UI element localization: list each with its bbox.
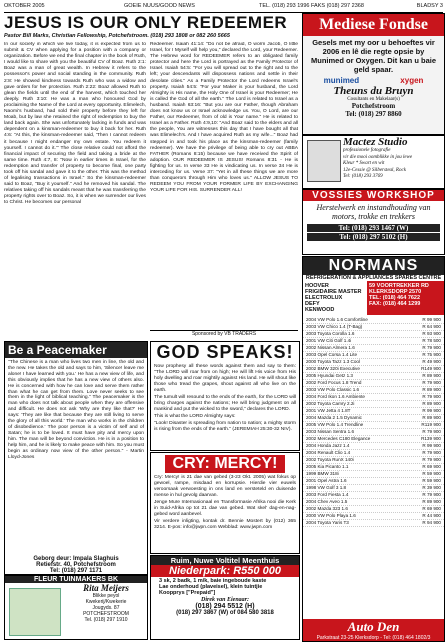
normans-title: NORMANS (303, 257, 444, 275)
brand-defy: DEFY (305, 301, 320, 307)
car-price: R 44 900 (422, 513, 441, 518)
peacemaker-title: Be a Peacemaker (5, 342, 147, 358)
car-price: R149 900 (421, 366, 441, 371)
car-row (303, 506, 444, 513)
munimed-logo: munimed (323, 76, 360, 85)
car-model: 2002 Nissan Almera 1.6 (306, 345, 355, 350)
fleur-line-3: Jougyds. 87 (92, 605, 120, 611)
car-row (303, 429, 444, 436)
mactez-line-2: vir die mooi oomblikke in jou lewe (343, 154, 413, 160)
car-price: R 59 900 (422, 471, 441, 476)
car-row (303, 317, 444, 324)
car-row (303, 499, 444, 506)
god-speaks-p2: The tumult will resound to the ends of the earth, for the LORD will bring charges against the nations; He will bring judgment on all mankind and put the wicked to the sword," declares the LORD. (154, 395, 296, 412)
header-publication: GOEIE NUUS/GOOD NEWS (124, 3, 195, 9)
article-column-1: In our society in which we live today, it is expected from us to submit & CV when applying for a position with a company or organization. Before we end the final chapter in the book of Ruth, I would like to share with you the beautiful CV of Boaz. Ruth 2:1: Boaz was a man of great wealth. In Hebrew it refers to the possessor's power and social standing in the community. Ruth 2:8: He showed kindness towards Ruth who was a widow and gave orders for her protection. Ruth 2:22: Boaz allowed Ruth to glean the fields until the end of the harvest, which touched her deeply. Ruth 3:10: He was a man who honoured God by proclaiming the Name of the Lord at every opportunity. Elimelech, Naomi's husband, had sold their property before they left for Moab, but by law she retained the right of redemption to buy the land back again. She was unfortunately lacking in funds and was dependent on a kinsman-redeemer to buy it back for her. Ruth 4:6: "At this, the kinsman-redeemer said, 'Then I cannot redeem it because I might endanger my own estate. You redeem it yourself. I cannot do it.'" The close relative could not afford the financial impact of securing the field and taking a bride at the same time. Ruth 4:7, 8: "Now in earlier times in Israel, for the redemption and transfer of property to become final, one party took off his sandal and gave it to the other. This was the method of legalising transactions in Israel." So the kinsman-redeemer said to Boaz, "Buy it yourself." And he removed his sandal. The relatives taking off his sandals meant that he was transferring the property rights over to Boaz. So, it is when we surrender our lives to Christ. He becomes our personal (4, 42, 146, 206)
car-row (303, 408, 444, 415)
vossies-tel-work: Tel: (018) 293 1467 (W) (307, 224, 440, 232)
car-price: R139 900 (421, 436, 441, 441)
normans-sub: REFRIGERATION & APPLIANCES SPARES CENTRE (305, 275, 442, 281)
car-model: 2004 Chev Aveo 1.5 (306, 499, 348, 504)
god-speaks-box (150, 341, 300, 451)
car-model: 2000 Toyota Tazz 1.3 Cool (306, 359, 360, 364)
car-price: R 99 900 (422, 443, 441, 448)
page-header (4, 2, 443, 13)
mediese-sub: Cosultants en Makelaar(s) (347, 97, 400, 102)
header-date: OKTOBER 2005 (4, 3, 45, 9)
car-model: 2003 VW Polo Classic 1.6 (306, 387, 360, 392)
article-title: JESUS IS OUR ONLY REDEEMER (4, 13, 288, 32)
car-row (303, 366, 444, 373)
peacemaker-addr: Retiefstr. 40, Potchefstroom (36, 562, 116, 568)
car-model: 2005 VW Polo 1.4 Trendline (306, 422, 364, 427)
mediese-tel: Tel: (018) 297 8860 (345, 110, 402, 118)
mediese-company: Theuns du Bruyn (333, 85, 414, 97)
car-row (303, 513, 444, 520)
god-speaks-p1: Now prophesy all these words against them and say to them: "The LORD will roar from on high; He will lift His voice from His holy dwelling and roar mightily against His land. He will shout like those who tread the grapes, shout against all who live on the earth. (154, 364, 296, 393)
car-price: R 89 900 (422, 387, 441, 392)
peacemaker-text: "The Chinese is a man who lives two men in line, the old and the new. He takes the old and says to him, 'Silence! leave me alone! I have learned with you.' He has a new view of life, and this obviously implies that he has a new view of others also. He is concerned with how he can love and serve them rather than what he can get from them. Love never seeks to see them in the light of biblical teaching." The peacemaker is the man who does not talk about people when they are offensive and difficult. He does not ask 'Why are they like that?' He says: 'They are like that because they are still living to serve the glory of all this world.' The man who works in the children of disobedience.' The poor person is a victim of self and of Satan; he is to be loved. It must have pity and mercy upon him. The man will be beyond conviction. He is in a position to help him, and he is likely to make peace with him. So you must begin as ordinary now view of the other person." - Martin Lloyd-Jones (8, 360, 144, 460)
brand-frigidaire: FRIGIDAIRE MASTER (305, 289, 362, 295)
car-row (303, 338, 444, 345)
fleur-tuinmakers-ad (4, 575, 148, 640)
car-row (303, 457, 444, 464)
article-sponsor: Sponsored by VB TRADERS (150, 330, 298, 340)
vossies-tel-home: Tel: (018) 297 5102 (H) (307, 233, 440, 241)
ruim-tel2: (018) 297 3867 (W) of 084 580 3818 (176, 610, 274, 616)
car-model: 2004 Ford Ikon 1.6 Ambiente (306, 394, 365, 399)
car-price: R 39 900 (422, 485, 441, 490)
car-model: 2005 Kia Picanto 1.1 (306, 464, 349, 469)
header-page: BLADSY 3 (416, 3, 443, 9)
car-price: R 89 900 (422, 415, 441, 420)
ruim-tel: (018) 294 5512 (H) (195, 603, 255, 610)
car-model: 2003 Ford Fiesta 1.4 (306, 492, 349, 497)
flower-icon (9, 588, 61, 636)
car-model: 2002 BMW 320i Executive (306, 366, 360, 371)
cry-mercy-p1: Cry: Mercy! is 21 dae van gebed (3-23 Okt. 2005) wat fokus op gewoel, rampe, misdaad en korrupsie. Hierdie vier euwels veroorsaak verwoesting in ons land en versteteld en duisende mense in hul gevolg daarvan. (154, 475, 296, 498)
normans-ad (302, 256, 445, 642)
car-row (303, 520, 444, 527)
car-row (303, 485, 444, 492)
vossies-title: VOSSIES WORKSHOP (303, 190, 444, 201)
car-model: 2003 Nissan Sentra 1.6 (306, 429, 355, 434)
brand-kenwood: KENWOOD (305, 307, 335, 313)
mactez-line-1: professionele fotografie (343, 148, 391, 153)
mactez-line-4: 12e-Cessie @ Silbersteal, Rock (343, 167, 406, 173)
car-price: R 79 900 (422, 394, 441, 399)
car-row (303, 492, 444, 499)
car-row (303, 394, 444, 401)
god-speaks-p3: This is what the LORD Almighty says: (154, 414, 236, 419)
autoden-name: Auto Den (347, 619, 400, 634)
ruim-title: Ruim, Nuwe Voltitel Meenthuis (151, 556, 299, 565)
car-model: 2005 Hyundai Getz 1.3 (306, 373, 353, 378)
ruim-feature-2: Lae onderhoud (plaveisel), klein tuintjie (159, 584, 263, 590)
article-byline: Pastor Bill Marks, Christian Fellowship, Potchefstroom. (018) 293 1808 or 082 260 5665 (4, 33, 230, 39)
mactez-line-3: Kleur * Swart en wit (343, 161, 385, 166)
car-row (303, 471, 444, 478)
peacemaker-box (4, 341, 148, 575)
car-row (303, 415, 444, 422)
ruim-meenthuis-ad (150, 555, 300, 640)
car-model: 2002 Mercedes C180 Elegance (306, 436, 371, 441)
mediese-city: Potchefstroom (351, 102, 396, 110)
car-row (303, 331, 444, 338)
ruim-feature-3: Koopprys ["Prepaid"] (159, 590, 216, 596)
car-model: 2003 Toyota Corolla 1.6 (306, 331, 355, 336)
car-row (303, 352, 444, 359)
car-model: 2001 Opel Astra 1.6 (306, 478, 347, 483)
peacemaker-tel: Tel: (018) 297 1171 (49, 568, 103, 574)
car-model: 2004 Honda Jazz 1.4 (306, 443, 350, 448)
car-price: R 89 900 (422, 373, 441, 378)
car-price: R119 900 (421, 422, 441, 427)
fleur-title: FLEUR TUINMAKERS BK (5, 576, 147, 583)
cry-mercy-p2: Jenge Mure Internasionaal en Transformasie Afrika nooi die Kerk in Suid-Afrika op tot 21 dae van gebed. Wat skel' dag-en-nag-gebed word aanbevel. (154, 500, 296, 517)
car-price: R 49 900 (422, 359, 441, 364)
normans-tel: TEL: (018) 464 7622 (369, 295, 421, 301)
fleur-line-1: Blikke peyol (92, 593, 120, 599)
car-price: R 69 900 (422, 464, 441, 469)
brand-electrolux: ELECTROLUX (305, 295, 343, 301)
ruim-price: Niederpark: R550 000 (151, 565, 299, 577)
fleur-name: Rita Meijers (83, 583, 129, 593)
car-model: 1998 VW Golf 3 1.8 (306, 485, 347, 490)
car-price: R 79 900 (422, 450, 441, 455)
mediese-fondse-ad (302, 13, 445, 135)
normans-fax: FAX: (018) 464 1299 (369, 301, 421, 307)
car-row (303, 387, 444, 394)
car-price: R 59 900 (422, 478, 441, 483)
car-model: 2001 VW Jetta 4 1.8T (306, 408, 351, 413)
god-speaks-p4: "Look! Disaster is spreading from nation to nation; a mighty storm is rising from the ends of the earth." (JEREMIAH 25:30-32 NIV). (154, 421, 296, 432)
car-row (303, 401, 444, 408)
car-price: R 79 900 (422, 345, 441, 350)
vossies-workshop-ad (302, 189, 445, 255)
car-price: R 99 900 (422, 408, 441, 413)
car-row (303, 450, 444, 457)
mediese-title: Mediese Fondse (303, 14, 444, 36)
car-price: R 94 900 (422, 520, 441, 525)
car-row (303, 359, 444, 366)
oxygen-logo: xygen (400, 76, 424, 85)
cry-mercy-p3: Vir verdere inligting, kontak dr. Bennie Mostert by (012) 365 3214. E-pos: info@jwpn.com Webblad: www.jwpn.com (154, 519, 296, 530)
mactez-studio-ad (302, 135, 445, 189)
car-model: 2002 Toyota Camry 2.2i (306, 401, 355, 406)
peacemaker-sponsor: Geborg deur: Impala Slaghuis (33, 556, 119, 562)
header-contact: TEL. (018) 293 1996 FAKS (018) 297 2368 (259, 3, 364, 9)
car-price: R 64 900 (422, 324, 441, 329)
car-model: 2003 Opel Corsa 1.4 Lite (306, 352, 358, 357)
car-model: 2002 Ford Focus 1.8 Trend (306, 380, 362, 385)
car-row (303, 443, 444, 450)
car-price: R 99 900 (422, 317, 441, 322)
car-row (303, 436, 444, 443)
cry-mercy-title: CRY: MERCY! (165, 455, 285, 473)
vossies-sub: Herstelwerk en instandhouding van motors, trokke en trekkers (316, 203, 431, 221)
fleur-line-2: Kwekerij/Kwekerie (85, 599, 127, 605)
car-price: R 75 900 (422, 352, 441, 357)
fleur-line-4: POTCHEFSTROOM (83, 611, 129, 617)
car-row (303, 324, 444, 331)
car-model: 2001 VW Citi Golf 1.4i (306, 338, 352, 343)
car-row (303, 464, 444, 471)
car-model: 2004 Mazda 2 1.5 Dynamic (306, 415, 362, 420)
car-price: R 89 900 (422, 401, 441, 406)
car-model: 2000 VW Polo Playa 1.6 (306, 513, 356, 518)
car-model: 2004 VW Polo 1.6 Comfortline (306, 317, 368, 322)
car-row (303, 345, 444, 352)
car-model: 1999 BMW 318i (306, 471, 339, 476)
car-price: R 79 900 (422, 380, 441, 385)
car-model: 2004 Toyota Yaris T3 (306, 520, 349, 525)
car-row (303, 422, 444, 429)
car-row (303, 478, 444, 485)
car-model: 2002 Toyota RunX 140i (306, 457, 354, 462)
normans-address: 59 VOORTREKKER RD KLERKSDORP 2570 (369, 283, 429, 295)
ruim-contact: Direk van Eienaar: (201, 597, 249, 603)
car-price: R 89 900 (422, 499, 441, 504)
car-model: 2004 Renault Clio 1.4 (306, 450, 351, 455)
car-price: R 93 900 (422, 331, 441, 336)
car-model: 2003 VW Chico 1.4 (T-Bag) (306, 324, 363, 329)
cry-mercy-box (150, 452, 300, 554)
mediese-tagline: Gesels met my oor u behoeftes vir 2006 en lê die regte opsie by Munimed or Oxygen. Dit kan u baie geld spaar. (310, 38, 437, 74)
god-speaks-title: GOD SPEAKS! (156, 342, 294, 362)
article-column-2: Redeemer. Isaiah 41:14: "Do not be afraid, O worm Jacob, O little Israel, for I Myself will help you," declared the Lord, your Redeemer. The Hebrew word for REDEEMER refers to an obligated family protector and here the Lord is portrayed as the Family Protector of Israel. Isaiah 54:5: "For you will spread out to the right and to the left; your descendants will dispossess nations and settle in their desolate cities." As a Family Protector the Lord redeems Israel's property. Isaiah 54:5: "For your Maker is your husband, the Lord Almighty is His name, the Holy One of Israel is your Redeemer; He is called the God of all the earth." The Lord is related to Israel as a husband. Isaiah 63:16: "But you are our Father, though Abraham does not know us or Israel acknowledge us. You, O Lord, are our Father, our Redeemer, from of old is Your name." He is related to Israel as a Father. Ruth 4:9,10: "And Boaz said to the elders and all the people, You are witnesses this day that I have bought all that was Elimelech's. And I have acquired Ruth as my wife..." Boaz had stepped in and took his place as the kinsman-redeemer (family redeemer). We have the privilege of being able to cry out ABBA FATHER (Romans 8:15) because we have received the Spirit of adoption. OUR REDEEMER IS JESUS! Romans 8:31 - He is fighting for us. In verse 33 He is vindicating us. In verse 34 He is interceding for us. Verse 37: "Yet in all these things we are more than conquerors through Him who loves us." ALLOW JESUS TO REDEEM YOU FROM YOUR FORMER LIFE BY EXCHANGING YOUR LIFE FOR HIS. SURRENDER ALL! (150, 42, 298, 194)
car-row (303, 380, 444, 387)
car-price: R 79 900 (422, 429, 441, 434)
car-price: R 79 900 (422, 457, 441, 462)
car-listing (303, 317, 444, 527)
car-model: 2002 Mazda 323 1.6 (306, 506, 348, 511)
camera-icon (307, 140, 341, 182)
car-row (303, 373, 444, 380)
car-price: R 78 500 (422, 338, 441, 343)
brand-hoover: HOOVER (305, 283, 329, 289)
autoden-address: Parkstraat 23-25 Klerksdorp - Tel: (018) 464 1802/3 (316, 635, 431, 641)
car-price: R 69 900 (422, 506, 441, 511)
mactez-line-5: Tel: (018) 293 3769 (343, 174, 383, 179)
mactez-title: Mactez Studio (343, 136, 408, 148)
ruim-feature-1: 3 sk, 2 badk, 1 m/k, baie ingeboude kaste (159, 578, 267, 584)
fleur-line-5: Tel. (018) 297 1910 (84, 617, 128, 623)
car-price: R 79 900 (422, 492, 441, 497)
